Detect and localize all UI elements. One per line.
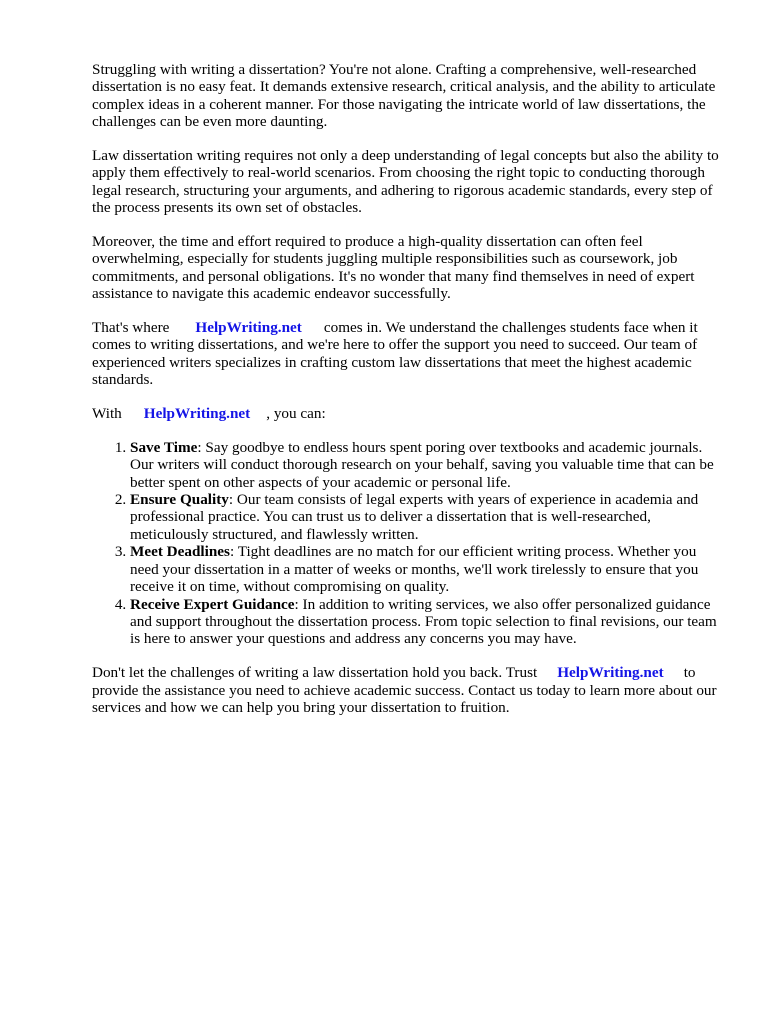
list-item bbox=[130, 543, 722, 595]
with-paragraph bbox=[92, 405, 722, 422]
service-intro-rest: comes in. We understand the challenges students face when it comes to writing dissertations, and we're here to offer the support you need to succeed. Our team of experienced writers specializes in crafting custom law dissertations that meet the highest academic standards. bbox=[92, 319, 698, 389]
benefit-text: : In addition to writing services, we also offer personalized guidance and support throughout the dissertation process. From topic selection to final revisions, our team is here to answer your questions and address any concerns you may have. bbox=[130, 595, 717, 648]
benefit-title: Ensure Quality bbox=[130, 491, 229, 509]
requirements-paragraph: Law dissertation writing requires not only a deep understanding of legal concepts but also the ability to apply them effectively to real-world scenarios. From choosing the right topic to conducting thorough legal research, structuring your arguments, and adhering to rigorous academic standards, every step of the process presents its own set of obstacles. bbox=[92, 147, 719, 217]
closing-rest: to provide the assistance you need to achieve academic success. Contact us today to learn more about our services and how we can help you bring your dissertation to fruition. bbox=[92, 664, 717, 716]
benefits-list bbox=[92, 439, 722, 648]
closing-lead: Don't let the challenges of writing a law dissertation hold you back. Trust bbox=[92, 664, 538, 682]
with-lead: With bbox=[92, 405, 122, 423]
list-item bbox=[130, 596, 722, 648]
service-intro-paragraph bbox=[92, 319, 722, 389]
benefit-title: Save Time bbox=[130, 438, 198, 456]
list-item bbox=[130, 491, 722, 543]
benefit-text: : Our team consists of legal experts with years of experience in academia and professional practice. You can trust us to deliver a dissertation that is well-researched, meticulously structured, and flawlessly written. bbox=[130, 491, 699, 543]
with-rest: , you can: bbox=[266, 405, 326, 423]
document-page bbox=[92, 61, 722, 733]
benefit-text: : Tight deadlines are no match for our efficient writing process. Whether you need your dissertation in a matter of weeks or months, we'll work tirelessly to ensure that you receive it on time, without compromising on quality. bbox=[130, 543, 699, 596]
helpwriting-link[interactable]: HelpWriting.net bbox=[143, 405, 251, 423]
benefit-text: : Say goodbye to endless hours spent poring over textbooks and academic journals. Our writers will conduct thorough research on your behalf, saving you valuable time that can be better spent on other aspects of your academic or personal life. bbox=[130, 438, 714, 491]
list-item bbox=[130, 439, 722, 491]
time-effort-paragraph: Moreover, the time and effort required to produce a high-quality dissertation can often feel overwhelming, especially for students juggling multiple responsibilities such as coursework, job commitments, and personal obligations. It's no wonder that many find themselves in need of expert assistance to navigate this academic endeavor successfully. bbox=[92, 233, 695, 303]
intro-paragraph: Struggling with writing a dissertation? You're not alone. Crafting a comprehensive, well-researched dissertation is no easy feat. It demands extensive research, critical analysis, and the ability to articulate complex ideas in a coherent manner. For those navigating the intricate world of law dissertations, the challenges can be even more daunting. bbox=[92, 61, 716, 131]
closing-paragraph bbox=[92, 664, 722, 716]
benefit-title: Receive Expert Guidance bbox=[130, 595, 295, 613]
benefit-title: Meet Deadlines bbox=[130, 543, 230, 561]
helpwriting-link[interactable]: HelpWriting.net bbox=[195, 319, 302, 337]
service-intro-lead: That's where bbox=[92, 319, 170, 337]
helpwriting-link[interactable]: HelpWriting.net bbox=[557, 664, 664, 682]
